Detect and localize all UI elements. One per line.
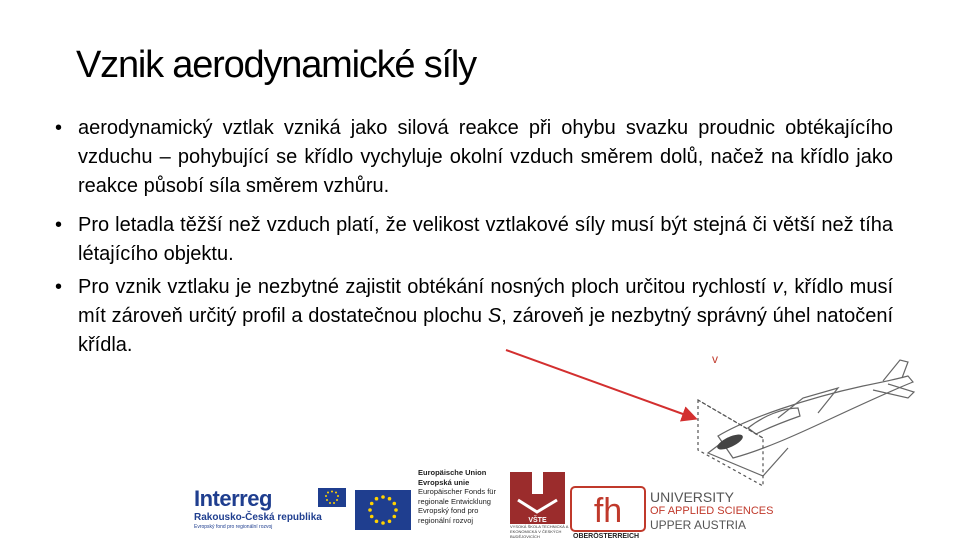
eu-line-2: Evropská unie xyxy=(418,477,470,487)
velocity-label: v xyxy=(712,352,718,366)
bullet-3-text-3: , zároveň je nezbytný správný úhel natočení křídla. xyxy=(78,305,894,356)
slide-title: Vznik aerodynamické síly xyxy=(76,44,476,86)
interreg-tagline: Evropský fond pro regionální rozvoj xyxy=(194,524,273,530)
eu-flag-small-icon xyxy=(318,488,346,507)
eu-line-1: Europäische Union xyxy=(418,468,487,477)
fh-name: fh xyxy=(593,492,623,530)
interreg-logo xyxy=(194,486,322,530)
vste-name: VŠTE xyxy=(528,517,547,524)
bullet-3-text-1: Pro vznik vztlaku je nezbytné zajistit obtékání nosných ploch určitou rychlostí xyxy=(78,276,773,298)
interreg-subtitle: Rakousko-Česká republika xyxy=(194,512,322,523)
bullet-1: • aerodynamický vztlak vzniká jako silová reakce při ohybu svazku proudnic obtékajícího vzduchu – pohybující se křídlo vychyluje okolní vzduch směrem dolů, načež na křídlo jako reakce působí síla směrem vzhůru. xyxy=(55,114,893,201)
fh-logo-icon xyxy=(570,486,646,532)
eu-line-3: Europäischer Fonds für regionale Entwicklung xyxy=(418,487,496,506)
partner-logos xyxy=(0,460,960,540)
university-logo xyxy=(650,490,773,532)
area-symbol: S xyxy=(487,305,502,327)
vste-logo-icon xyxy=(510,472,565,524)
eu-flag-icon xyxy=(355,490,411,530)
bullet-3-text-2: , křídlo musí mít zároveň určitý profil a dostatečnou plochu xyxy=(78,276,893,327)
university-line-1: UNIVERSITY xyxy=(650,489,735,505)
eu-fund-text xyxy=(418,468,513,525)
velocity-symbol: v xyxy=(772,276,783,298)
eu-line-4: Evropský fond pro regionální rozvoj xyxy=(418,506,479,525)
university-line-3: UPPER AUSTRIA xyxy=(650,518,747,532)
fh-subtitle: OBERÖSTERREICH xyxy=(573,533,640,540)
interreg-name: Interreg xyxy=(194,486,272,511)
university-line-2: OF APPLIED SCIENCES xyxy=(650,505,774,517)
vste-fullname: VYSOKÁ ŠKOLA TECHNICKÁ A EKONOMICKÁ V ČESKÝCH BUDĚJOVICÍCH xyxy=(510,524,569,539)
bullet-2: • Pro letadla těžší než vzduch platí, že velikost vztlakové síly musí být stejná či větší než tíha létajícího objektu. xyxy=(55,211,893,269)
